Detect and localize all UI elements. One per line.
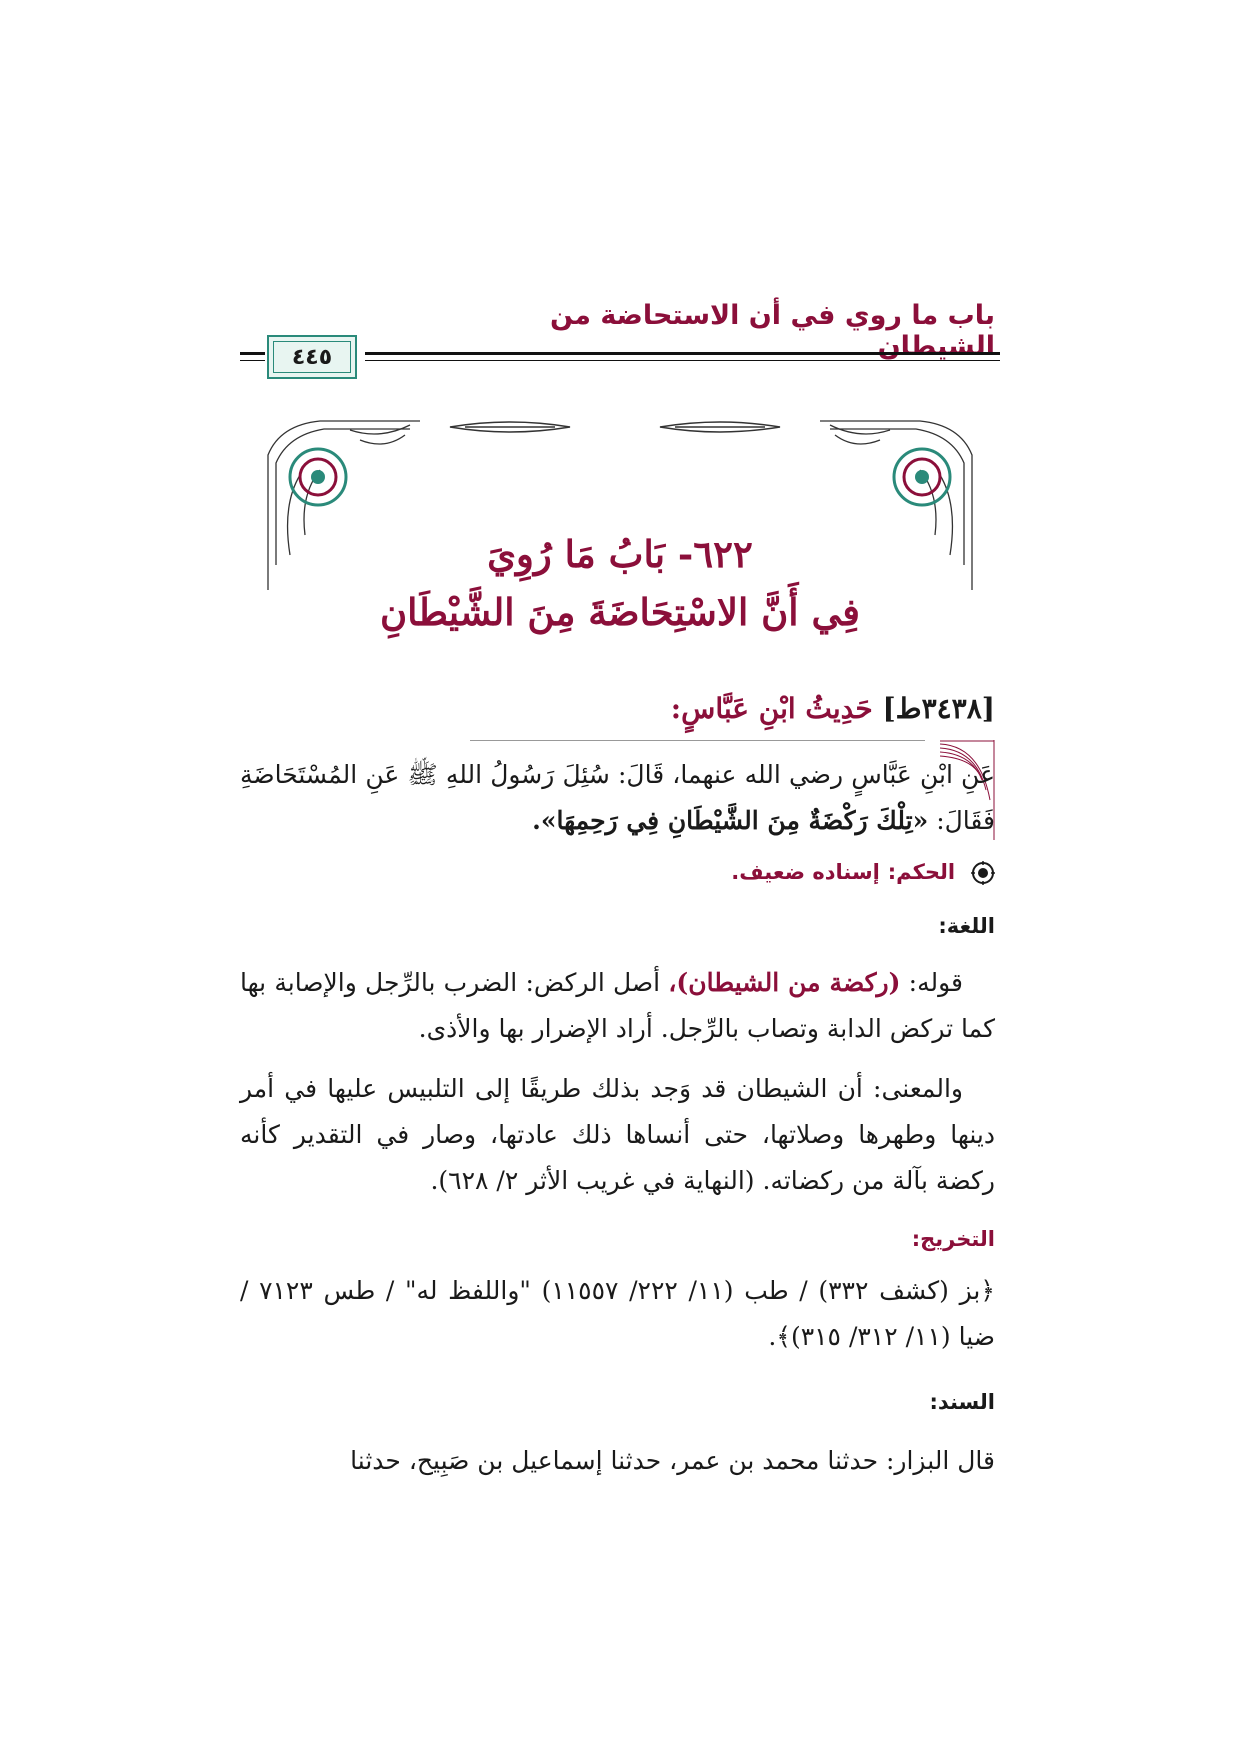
page-number-box	[267, 335, 357, 379]
sanad-heading	[240, 1378, 995, 1425]
chapter-number-line: ٦٢٢- بَابُ مَا رُوِيَ	[487, 532, 753, 576]
language-p2-text: والمعنى: أن الشيطان قد وَجد بذلك طريقًا إلى التلبيس عليها في أمر دينها وطهرها وصلاتها، حتى أنساها ذلك عادتها، وصار في التقدير كأنه ركضة بآلة من ركضاته. (النهاية في غريب الأثر ٢/ ٦٢٨).	[240, 1074, 995, 1195]
hadith-isnad-text: عَنِ ابْنِ عَبَّاسٍ رضي الله عنهما، قَالَ: سُئِلَ رَسُولُ اللهِ ﷺ عَنِ المُسْتَحَاضَةِ فَقَالَ:	[240, 760, 995, 835]
header-rule-left-thin	[240, 360, 265, 361]
language-paragraph-2	[240, 1066, 995, 1204]
header-rule-thin	[365, 360, 1000, 361]
running-header: باب ما روي في أن الاستحاضة من الشيطان	[549, 300, 995, 362]
page-number: ٤٤٥	[291, 344, 333, 370]
hadith-matn: «تِلْكَ رَكْضَةٌ مِنَ الشَّيْطَانِ فِي رَحِمِهَا».	[532, 806, 929, 835]
header-rule-left	[240, 352, 265, 355]
sanad-text: قال البزار: حدثنا محمد بن عمر، حدثنا إسماعيل بن صَبِيح، حدثنا	[350, 1446, 995, 1475]
hadith-heading	[295, 692, 995, 725]
chapter-title-line: فِي أَنَّ الاسْتِحَاضَةَ مِنَ الشَّيْطَانِ	[380, 590, 860, 634]
takhrij-paragraph	[240, 1268, 995, 1360]
language-p1-quote: (ركضة من الشيطان)،	[668, 968, 901, 997]
takhrij-label: التخريج:	[911, 1227, 995, 1251]
ruling-label: الحكم:	[887, 860, 956, 884]
ruling-flower-icon	[971, 861, 995, 885]
takhrij-heading	[240, 1215, 995, 1262]
hadith-divider	[470, 740, 925, 741]
chapter-title	[320, 525, 920, 641]
sanad-label: السند:	[929, 1390, 995, 1414]
hadith-reference: [٣٤٣٨ط]	[882, 692, 995, 725]
language-paragraph-1	[240, 960, 995, 1052]
takhrij-text: ﴿بز (كشف ٣٣٢) / طب (١١/ ٢٢٢/ ١١٥٥٧) "واللفظ له" / طس ٧١٢٣ / ضيا (١١/ ٣١٢/ ٣١٥)﴾.	[240, 1276, 995, 1351]
header-rule	[365, 352, 1000, 355]
language-label: اللغة:	[938, 914, 995, 938]
hadith-text	[240, 752, 995, 844]
language-heading	[240, 902, 995, 949]
sanad-paragraph	[240, 1438, 995, 1484]
language-p1-prefix: قوله:	[908, 968, 963, 997]
ruling	[240, 848, 995, 895]
ruling-value: إسناده ضعيف.	[731, 860, 880, 884]
language-p1-rest: أصل الركض: الضرب بالرِّجل والإصابة بها كما تركض الدابة وتصاب بالرِّجل. أراد الإضرار بها والأذى.	[240, 968, 995, 1043]
hadith-heading-text: حَدِيثُ ابْنِ عَبَّاسٍ:	[670, 692, 873, 725]
